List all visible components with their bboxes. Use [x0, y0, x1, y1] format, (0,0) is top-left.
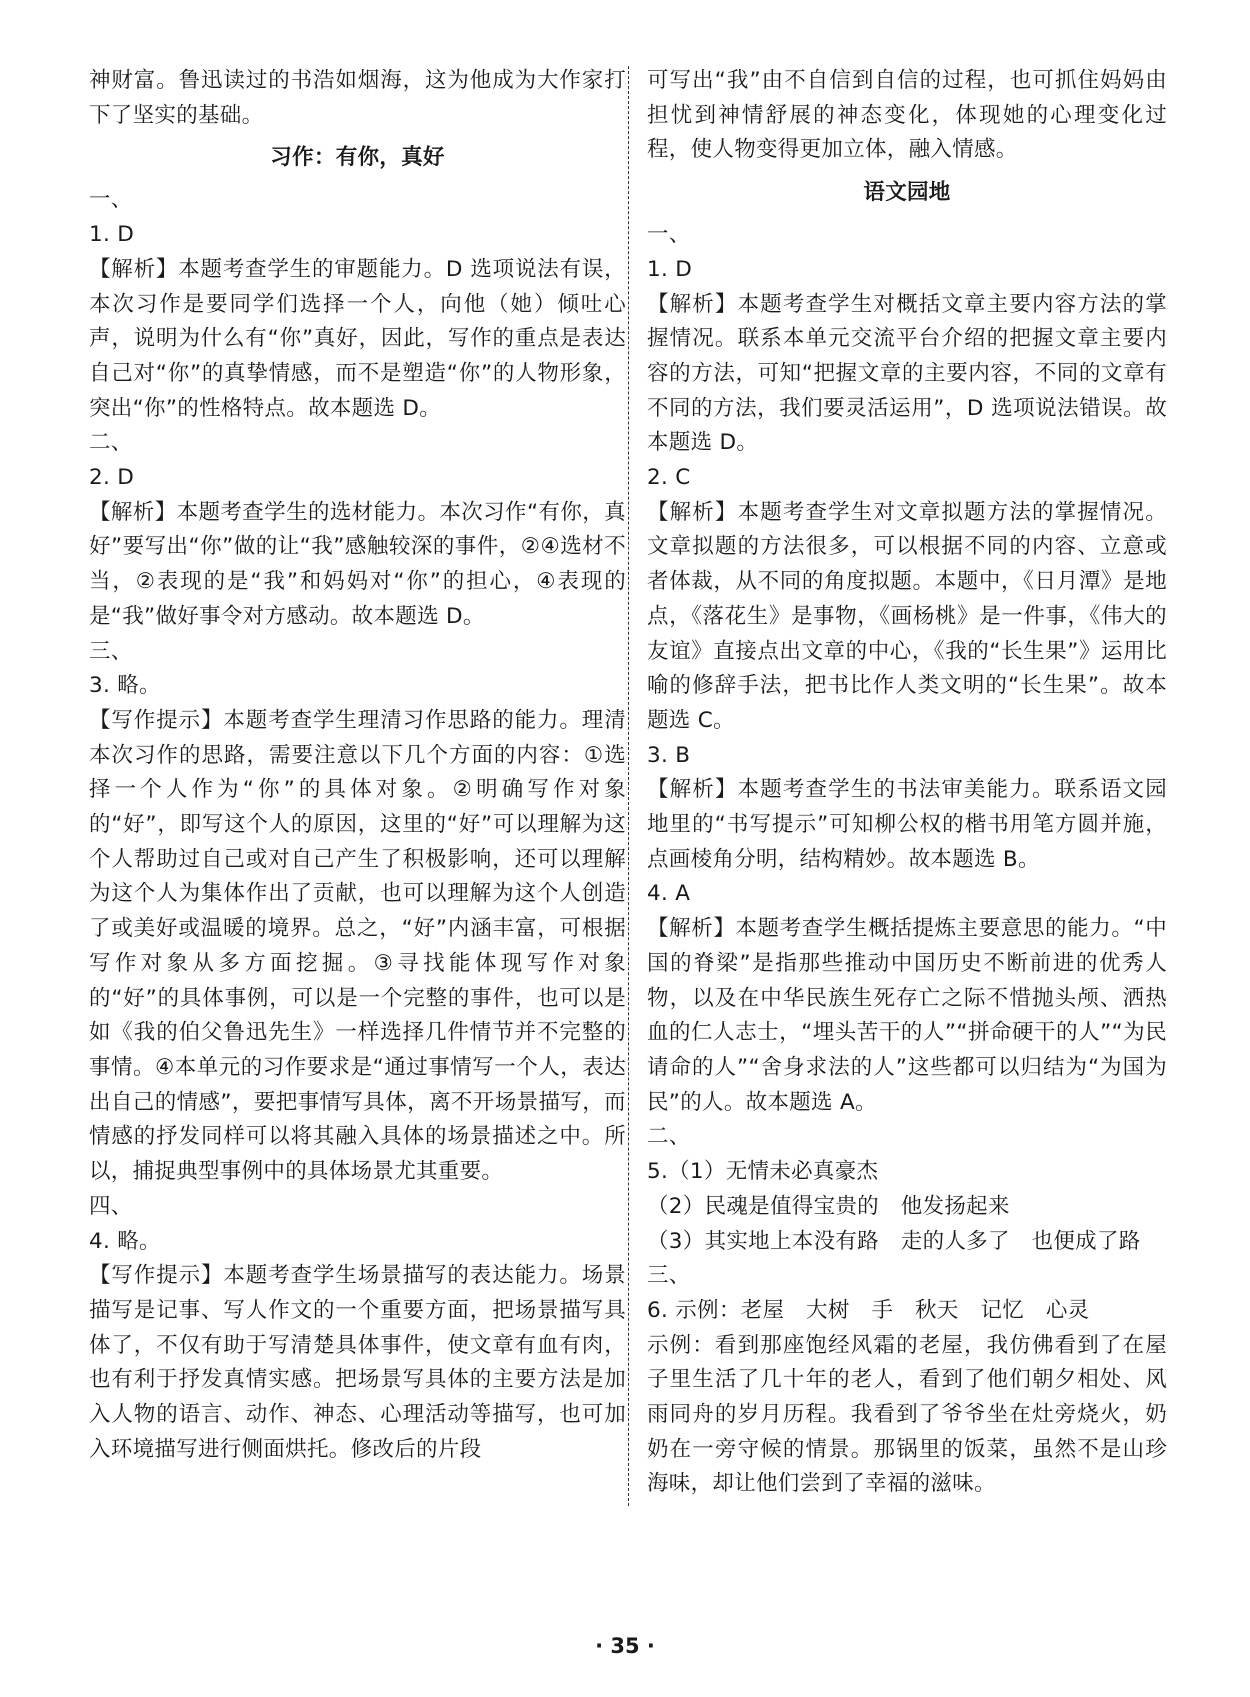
- right-q1-answer: 1. D: [647, 256, 693, 282]
- column-divider: [628, 66, 629, 1506]
- left-q3-writing-tip: 【写作提示】本题考查学生理清习作思路的能力。理清本次习作的思路，需要注意以下几个方面的内容：①选择一个人作为“你”的具体对象。②明确写作对象的“好”，即写这个人的原因，这里的“好”可以理解为这个人帮助过自己或对自己产生了积极影响，还可以理解为这个人为集体作出了贡献，也可以理解为这个人创造了或美好或温暖的境界。总之，“好”内涵丰富，可根据写作对象从多方面挖掘。③寻找能体现写作对象的“好”的具体事例，可以是一个完整的事件，也可以是如《我的伯父鲁迅先生》一样选择几件情节并不完整的事情。④本单元的习作要求是“通过事情写一个人，表达出自己的情感”，要把事情写具体，离不开场景描写，而情感的抒发同样可以将其融入具体的场景描述之中。所以，捕捉典型事例中的具体场景尤其重要。: [89, 707, 626, 1185]
- right-q5-line-1: 5.（1）无情未必真豪杰: [647, 1159, 879, 1185]
- left-continuation-text: 神财富。鲁迅读过的书浩如烟海，这为他成为大作家打下了坚实的基础。: [89, 68, 626, 128]
- section-title-essay: 习作：有你，真好: [270, 145, 445, 171]
- right-q6-example: 示例：看到那座饱经风霜的老屋，我仿佛看到了在屋子里生活了几十年的老人，看到了他们朝夕相处、风雨同舟的岁月历程。我看到了爷爷坐在灶旁烧火，奶奶在一旁守候的情景。那锅里的饭菜，虽然不是山珍海味，却让他们尝到了幸福的滋味。: [647, 1332, 1167, 1497]
- left-section-4-heading: 四、: [89, 1193, 133, 1219]
- right-section-1-heading: 一、: [647, 222, 691, 248]
- right-continuation-text: 可写出“我”由不自信到自信的过程，也可抓住妈妈由担忧到神情舒展的神态变化，体现她的心理变化过程，使人物变得更加立体，融入情感。: [647, 68, 1167, 163]
- right-q4-answer: 4. A: [647, 881, 691, 907]
- left-q4-writing-tip: 【写作提示】本题考查学生场景描写的表达能力。场景描写是记事、写人作文的一个重要方面，把场景描写具体了，不仅有助于写清楚具体事件，使文章有血有肉，也有利于抒发真情实感。把场景写具体的主要方法是加入人物的语言、动作、神态、心理活动等描写，也可加入环境描写进行侧面烘托。修改后的片段: [89, 1263, 626, 1462]
- page-number: · 35 ·: [595, 1634, 655, 1658]
- right-q3-analysis: 【解析】本题考查学生的书法审美能力。联系语文园地里的“书写提示”可知柳公权的楷书用笔方圆并施，点画棱角分明，结构精妙。故本题选 B。: [647, 777, 1167, 872]
- right-q6-answer: 6. 示例：老屋 大树 手 秋天 记忆 心灵: [647, 1297, 1090, 1323]
- left-q2-analysis: 【解析】本题考查学生的选材能力。本次习作“有你，真好”要写出“你”做的让“我”感触较深的事件，②④选材不当，②表现的是“我”和妈妈对“你”的担心，④表现的是“我”做好事令对方感动。故本题选 D。: [89, 499, 626, 629]
- right-q5-line-3: （3）其实地上本没有路 走的人多了 也便成了路: [647, 1228, 1141, 1254]
- right-q1-analysis: 【解析】本题考查学生对概括文章主要内容方法的掌握情况。联系本单元交流平台介绍的把握文章主要内容的方法，可知“把握文章的主要内容，不同的文章有不同的方法，我们要灵活运用”，D 选项说法错误。故本题选 D。: [647, 291, 1167, 456]
- right-column: [647, 64, 1167, 1502]
- left-q4-answer: 4. 略。: [89, 1228, 161, 1254]
- right-q4-analysis: 【解析】本题考查学生概括提炼主要意思的能力。“中国的脊梁”是指那些推动中国历史不断前进的优秀人物，以及在中华民族生死存亡之际不惜抛头颅、洒热血的仁人志士，“埋头苦干的人”“拼命硬干的人”“为民请命的人”“舍身求法的人”这些都可以归结为“为国为民”的人。故本题选 A。: [647, 916, 1167, 1115]
- right-q5-line-2: （2）民魂是值得宝贵的 他发扬起来: [647, 1193, 1010, 1219]
- right-q2-analysis: 【解析】本题考查学生对文章拟题方法的掌握情况。文章拟题的方法很多，可以根据不同的内容、立意或者体裁，从不同的角度拟题。本题中，《日月潭》是地点，《落花生》是事物，《画杨桃》是一件事，《伟大的友谊》直接点出文章的中心，《我的“长生果”》运用比喻的修辞手法，把书比作人类文明的“长生果”。故本题选 C。: [647, 499, 1167, 733]
- right-section-3-heading: 三、: [647, 1263, 691, 1289]
- left-section-2-heading: 二、: [89, 430, 133, 456]
- left-q3-answer: 3. 略。: [89, 673, 161, 699]
- left-q2-answer: 2. D: [89, 465, 135, 491]
- left-q1-answer: 1. D: [89, 222, 135, 248]
- section-title-chinese-garden: 语文园地: [863, 180, 951, 206]
- right-q3-answer: 3. B: [647, 742, 691, 768]
- left-section-3-heading: 三、: [89, 638, 133, 664]
- left-section-1-heading: 一、: [89, 187, 133, 213]
- right-section-2-heading: 二、: [647, 1124, 691, 1150]
- left-column: [89, 64, 626, 1467]
- left-q1-analysis: 【解析】本题考查学生的审题能力。D 选项说法有误，本次习作是要同学们选择一个人，向他（她）倾吐心声，说明为什么有“你”真好，因此，写作的重点是表达自己对“你”的真挚情感，而不是塑造“你”的人物形象，突出“你”的性格特点。故本题选 D。: [89, 256, 626, 421]
- right-q2-answer: 2. C: [647, 465, 691, 491]
